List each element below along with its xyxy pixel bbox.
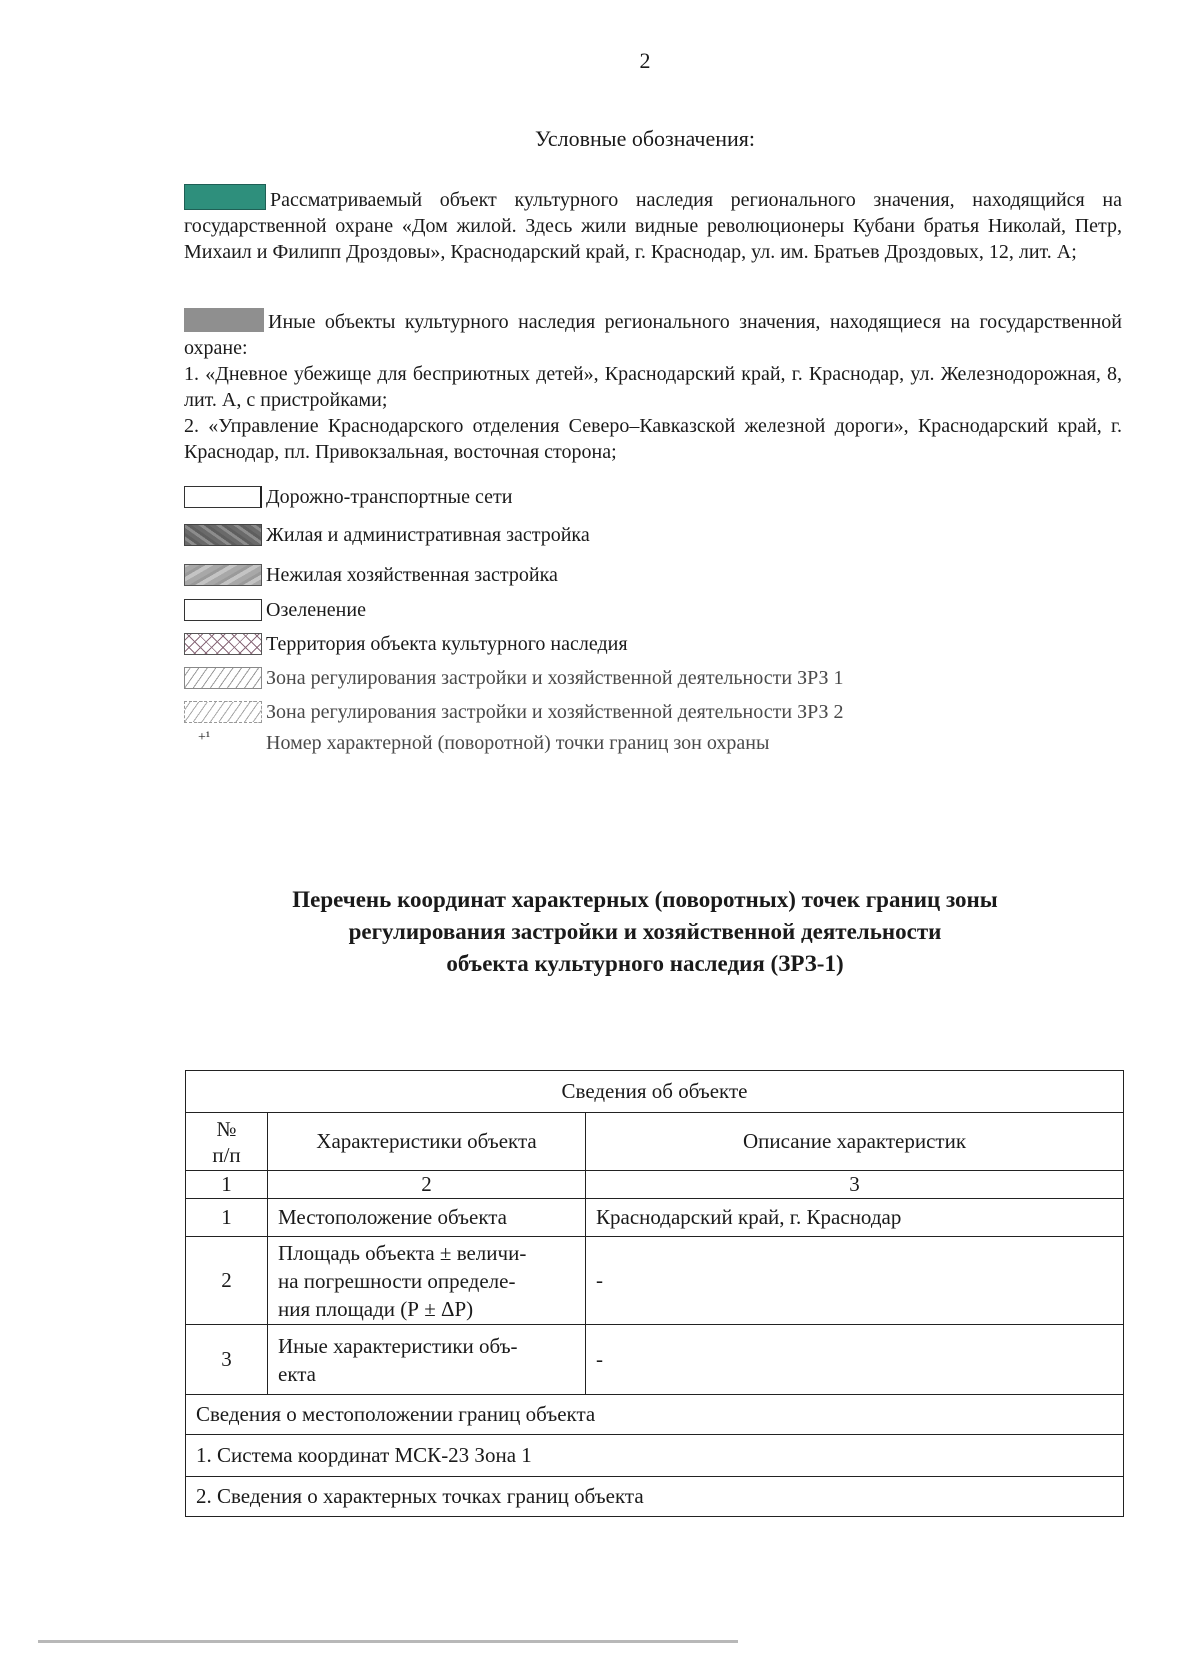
heading-line-1: Перечень координат характерных (поворотных) точек границ зоны: [292, 887, 998, 912]
point-marker-icon: +¹: [198, 730, 211, 745]
legend-row-territory: [184, 631, 628, 657]
territory-swatch: [184, 633, 262, 655]
teal-swatch: [184, 184, 266, 210]
row-description: Краснодарский край, г. Краснодар: [586, 1199, 1124, 1237]
legend-other-intro: Иные объекты культурного наследия регионального значения, находящиеся на государственной охране:: [184, 311, 1122, 359]
zrz1-swatch: [184, 667, 262, 689]
row-characteristic-line-1: Иные характеристики объ-: [278, 1333, 518, 1358]
col-header-num: [186, 1113, 268, 1171]
heading-line-3: объекта культурного наследия (ЗРЗ-1): [446, 951, 844, 976]
legend-zrz1-text: Зона регулирования застройки и хозяйственной деятельности ЗРЗ 1: [266, 667, 844, 689]
legend-residential-text: Жилая и административная застройка: [266, 524, 590, 546]
legend-row-greenery: [184, 597, 366, 623]
table-row: [186, 1237, 1124, 1325]
row-characteristic-line-2: на погрешности определе-: [278, 1268, 516, 1293]
row-characteristic-line-1: Площадь объекта ± величи-: [278, 1240, 527, 1265]
table-caption: Сведения об объекте: [186, 1071, 1124, 1113]
legend-other-object-1: 1. «Дневное убежище для бесприютных детей», Краснодарский край, г. Краснодар, ул. Железнодорожная, 8, лит. А, с пристройками;: [184, 363, 1122, 411]
greenery-swatch: [184, 599, 262, 621]
col-index-2: 2: [268, 1171, 586, 1199]
row-characteristic-line-3: ния площади (Р ± ΔР): [278, 1296, 474, 1321]
legend-main-object: [184, 184, 1122, 265]
legend-greenery-text: Озеленение: [266, 599, 366, 621]
row-num: 1: [186, 1199, 268, 1237]
col-index-3: 3: [586, 1171, 1124, 1199]
legend-territory-text: Территория объекта культурного наследия: [266, 633, 628, 655]
legend-roads-text: Дорожно-транспортные сети: [266, 486, 513, 508]
coord-system: 1. Система координат МСК-23 Зона 1: [186, 1435, 1124, 1477]
gray-swatch: [184, 308, 264, 332]
legend-row-residential: [184, 522, 590, 548]
object-info-table: [185, 1070, 1124, 1517]
col-index-1: 1: [186, 1171, 268, 1199]
row-description: -: [586, 1237, 1124, 1325]
page-number: 2: [639, 48, 651, 73]
legend-row-zrz1: [184, 665, 843, 691]
table-row: [186, 1325, 1124, 1395]
row-characteristic-line-2: екта: [278, 1361, 317, 1386]
legend-row-zrz2: [184, 699, 843, 725]
row-num: 3: [186, 1325, 268, 1395]
location-header: Сведения о местоположении границ объекта: [186, 1395, 1124, 1435]
residential-swatch: [184, 524, 262, 546]
table-row: [186, 1199, 1124, 1237]
legend-other-object-2: 2. «Управление Краснодарского отделения Северо–Кавказской железной дороги», Краснодарский край, г. Краснодар, пл. Привокзальная, восточная сторона;: [184, 415, 1122, 463]
road-swatch: [184, 486, 262, 508]
col-header-characteristics: Характеристики объекта: [268, 1113, 586, 1171]
col-header-num-line-2: п/п: [212, 1142, 241, 1167]
legend-zrz2-text: Зона регулирования застройки и хозяйственной деятельности ЗРЗ 2: [266, 701, 844, 723]
legend-row-roads: [184, 484, 512, 510]
row-characteristic: [268, 1237, 586, 1325]
points-info: 2. Сведения о характерных точках границ объекта: [186, 1477, 1124, 1517]
legend-nonresidential-text: Нежилая хозяйственная застройка: [266, 564, 558, 586]
legend-point-number-text: Номер характерной (поворотной) точки границ зон охраны: [266, 732, 770, 754]
section-heading: [150, 884, 1140, 980]
heading-line-2: регулирования застройки и хозяйственной деятельности: [348, 919, 942, 944]
legend-title: Условные обозначения:: [534, 126, 756, 151]
zrz2-swatch: [184, 701, 262, 723]
legend-main-object-text: Рассматриваемый объект культурного наследия регионального значения, находящийся на государственной охране «Дом жилой. Здесь жили видные революционеры Кубани братья Николай, Петр, Михаил и Филипп Дроздовы», Краснодарский край, г. Краснодар, ул. им. Братьев Дроздовых, 12, лит. А;: [184, 189, 1122, 263]
col-header-num-line-1: №: [216, 1116, 237, 1141]
row-description: -: [586, 1325, 1124, 1395]
col-header-description: Описание характеристик: [586, 1113, 1124, 1171]
row-characteristic: [268, 1325, 586, 1395]
nonresidential-swatch: [184, 564, 262, 586]
legend-other-objects: [184, 308, 1122, 465]
legend-row-nonresidential: [184, 562, 558, 588]
row-num: 2: [186, 1237, 268, 1325]
footer-divider: [38, 1640, 738, 1643]
row-characteristic: Местоположение объекта: [268, 1199, 586, 1237]
